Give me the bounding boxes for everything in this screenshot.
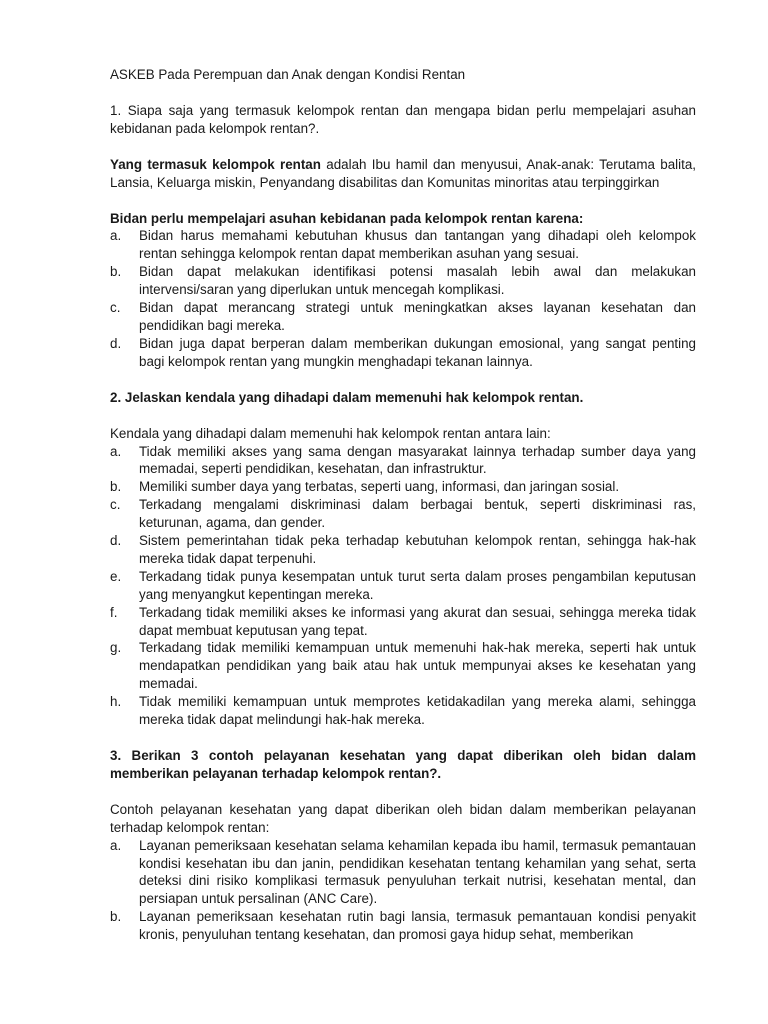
list-item-text: Bidan dapat merancang strategi untuk meningkatkan akses layanan kesehatan dan pendidikan bagi mereka. <box>139 300 696 333</box>
list-marker: h. <box>110 694 122 710</box>
reasons-heading: Bidan perlu mempelajari asuhan kebidanan pada kelompok rentan karena: <box>110 210 584 226</box>
list-marker: d. <box>110 533 122 549</box>
question-2: 2. Jelaskan kendala yang dihadapi dalam memenuhi hak kelompok rentan. <box>110 389 584 405</box>
question-1: 1. Siapa saja yang termasuk kelompok rentan dan mengapa bidan perlu mempelajari asuhan kebidanan pada kelompok rentan?. <box>110 102 696 136</box>
list-item-text: Terkadang tidak memiliki kemampuan untuk memenuhi hak-hak mereka, seperti hak untuk mendapatkan pendidikan yang baik atau hak untuk mempunyai akses ke kesehatan yang memadai. <box>139 640 696 692</box>
question-2-intro: Kendala yang dihadapi dalam memenuhi hak kelompok rentan antara lain: <box>110 425 551 441</box>
answer-1-paragraph <box>110 156 696 192</box>
list-item <box>110 693 696 729</box>
list-marker: a. <box>110 837 122 853</box>
list-item <box>110 604 696 640</box>
question-3-intro: Contoh pelayanan kesehatan yang dapat diberikan oleh bidan dalam memberikan pelayanan terhadap kelompok rentan: <box>110 801 696 835</box>
list-item-text: Layanan pemeriksaan kesehatan rutin bagi lansia, termasuk pemantauan kondisi penyakit kronis, penyuluhan tentang kesehatan, dan promosi gaya hidup sehat, memberikan <box>139 909 696 943</box>
list-item <box>110 263 696 299</box>
reasons-list <box>110 227 696 370</box>
list-item <box>110 335 696 371</box>
list-item <box>110 568 696 604</box>
list-marker: e. <box>110 568 122 584</box>
list-item-text: Bidan dapat melakukan identifikasi potensi masalah lebih awal dan melakukan intervensi/saran yang diperlukan untuk mencegah komplikasi. <box>139 264 696 298</box>
list-marker: a. <box>110 228 122 244</box>
list-marker: b. <box>110 264 122 280</box>
list-item-text: Terkadang tidak memiliki akses ke informasi yang akurat dan sesuai, sehingga mereka tidak dapat membuat keputusan yang tepat. <box>139 604 696 638</box>
list-marker: c. <box>110 300 121 316</box>
list-marker: g. <box>110 640 122 656</box>
list-marker: b. <box>110 479 122 495</box>
answer-1-text: adalah Ibu hamil dan menyusui, Anak-anak: Terutama balita, Lansia, Keluarga miskin, Penyandang disabilitas dan Komunitas minoritas atau terpinggirkan <box>110 156 696 190</box>
constraints-list <box>110 443 696 730</box>
answer-1-bold-lead: Yang termasuk kelompok rentan <box>110 156 321 172</box>
list-item-text: Tidak memiliki akses yang sama dengan masyarakat lainnya terhadap sumber daya yang memadai, seperti pendidikan, kesehatan, dan infrastruktur. <box>139 443 696 477</box>
list-item-text: Bidan harus memahami kebutuhan khusus dan tantangan yang dihadapi oleh kelompok rentan sehingga kelompok rentan dapat memberikan asuhan yang sesuai. <box>139 228 696 262</box>
list-item-text: Terkadang mengalami diskriminasi dalam berbagai bentuk, seperti diskriminasi ras, keturunan, agama, dan gender. <box>139 497 696 531</box>
list-item-text: Layanan pemeriksaan kesehatan selama kehamilan kepada ibu hamil, termasuk pemantauan kondisi kesehatan ibu dan janin, pendidikan kesehatan tentang kehamilan yang sehat, serta deteksi dini risiko komplikasi termasuk penyuluhan terkait nutrisi, kesehatan mental, dan persiapan untuk persalinan (ANC Care). <box>139 837 696 907</box>
list-item-text: Sistem pemerintahan tidak peka terhadap kebutuhan kelompok rentan, sehingga hak-hak mereka tidak dapat terpenuhi. <box>139 533 696 566</box>
list-item <box>110 443 696 479</box>
list-item <box>110 478 696 496</box>
list-item-text: Bidan juga dapat berperan dalam memberikan dukungan emosional, yang sangat penting bagi kelompok rentan yang mungkin menghadapi tekanan lainnya. <box>139 335 696 369</box>
list-item <box>110 837 696 909</box>
list-marker: f. <box>110 604 118 620</box>
question-3: 3. Berikan 3 contoh pelayanan kesehatan yang dapat diberikan oleh bidan dalam memberikan pelayanan terhadap kelompok rentan?. <box>110 748 696 781</box>
list-item <box>110 639 696 693</box>
list-item <box>110 496 696 532</box>
list-marker: d. <box>110 335 122 351</box>
list-marker: a. <box>110 443 122 459</box>
document-title: ASKEB Pada Perempuan dan Anak dengan Kondisi Rentan <box>110 67 466 82</box>
services-list <box>110 837 696 944</box>
list-marker: c. <box>110 497 121 513</box>
list-item-text: Terkadang tidak punya kesempatan untuk turut serta dalam proses pengambilan keputusan yang menyangkut kepentingan mereka. <box>139 568 696 602</box>
list-item <box>110 908 696 944</box>
list-marker: b. <box>110 909 122 925</box>
list-item-text: Tidak memiliki kemampuan untuk memprotes ketidakadilan yang mereka alami, sehingga mereka tidak dapat melindungi hak-hak mereka. <box>139 694 696 728</box>
list-item <box>110 532 696 568</box>
list-item-text: Memiliki sumber daya yang terbatas, seperti uang, informasi, dan jaringan sosial. <box>139 479 620 495</box>
document-page <box>110 66 696 944</box>
list-item <box>110 227 696 263</box>
list-item <box>110 299 696 335</box>
